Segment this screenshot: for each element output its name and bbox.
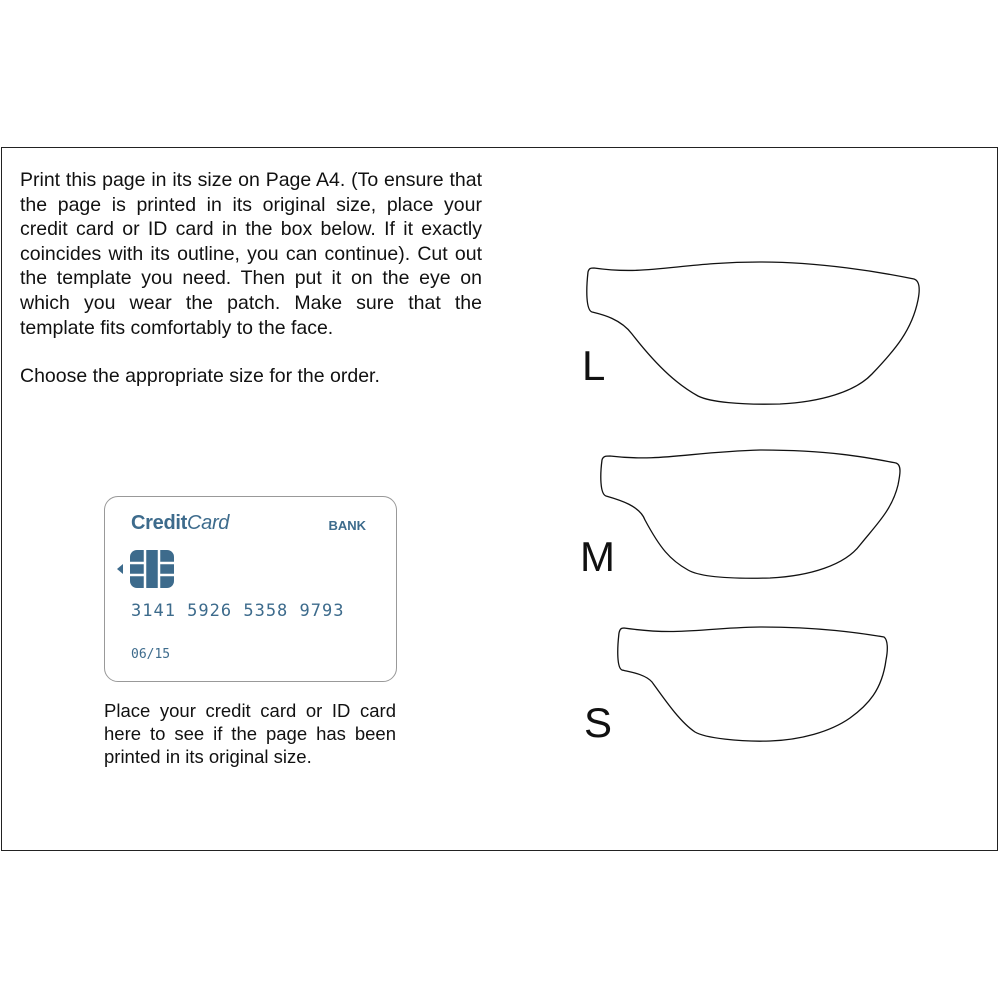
card-expiry: 06/15 — [131, 647, 171, 662]
instructions-text: Print this page in its size on Page A4. (To ensure that the page is printed in its original size, place your credit card or ID card in the box below. If it exactly coincides with its outline, you can continue). Cut out the template you need. Then put it on the eye on which you wear the patch. Make sure that the template fits comfortably to the face. — [20, 169, 482, 339]
card-brand-bold: Credit — [131, 512, 187, 534]
card-caption: Place your credit card or ID card here to see if the page has been printed in its original size. — [104, 700, 396, 767]
size-label-medium: M — [580, 533, 615, 580]
size-label-large: L — [582, 342, 606, 389]
size-label-small: S — [584, 699, 613, 746]
choose-size-text: Choose the appropriate size for the order. — [20, 365, 380, 388]
template-outline-small — [618, 627, 888, 741]
template-outline-large — [587, 262, 919, 404]
card-brand-italic: Card — [186, 512, 230, 534]
card-bank-label: BANK — [328, 518, 366, 533]
template-outline-medium — [601, 450, 900, 578]
card-number: 3141 5926 5358 9793 — [131, 601, 345, 621]
